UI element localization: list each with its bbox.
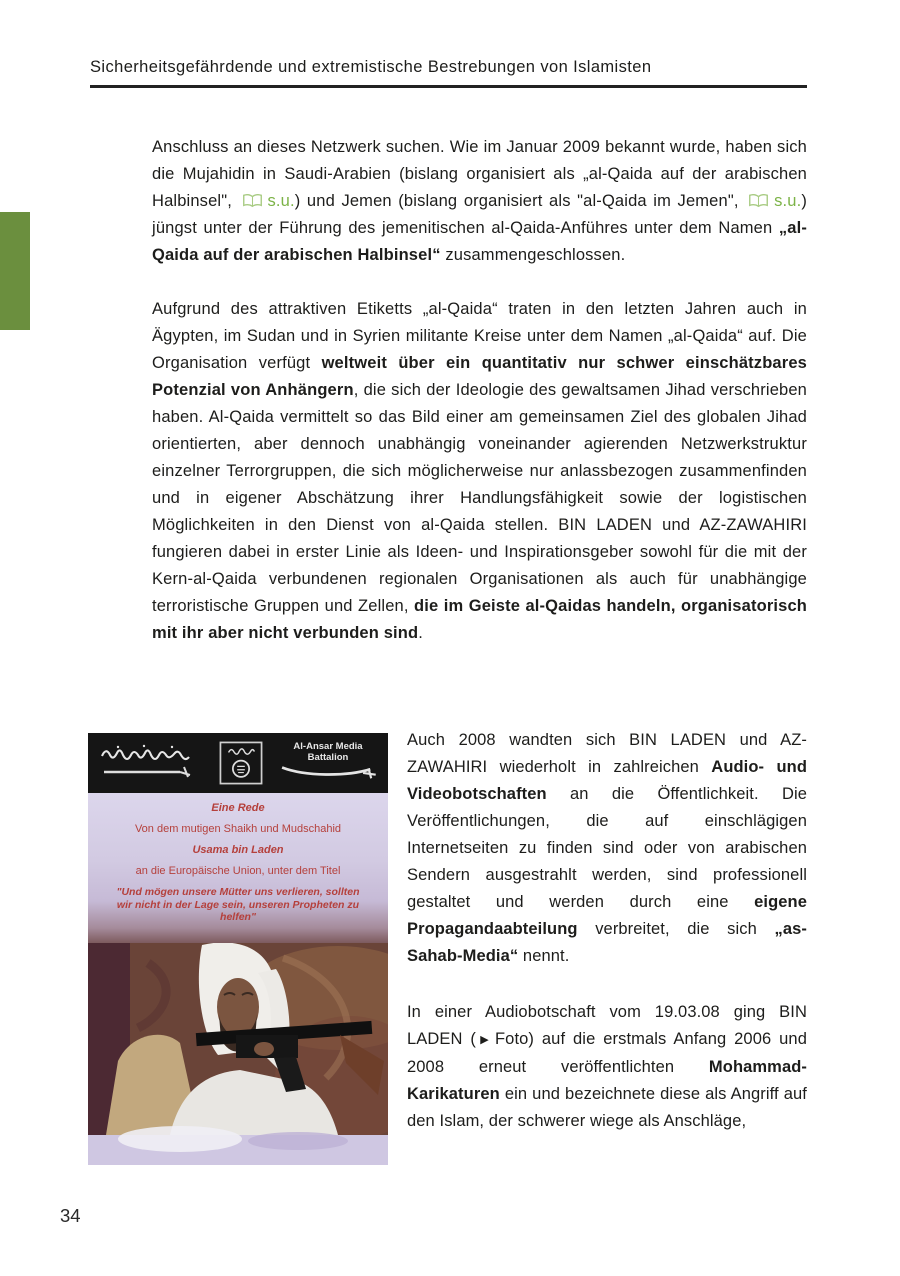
bold-text-run: weltweit über ein quantitativ nur schwer einschätzbares Potenzial von Anhängern bbox=[152, 354, 807, 399]
poster-line: Usama bin Laden bbox=[192, 844, 284, 856]
poster-line: an die Europäische Union, unter dem Titel bbox=[135, 865, 341, 877]
bold-text-run: die im Geiste al-Qaidas handeln, organisatorisch mit ihr aber nicht verbunden sind bbox=[152, 597, 808, 642]
text-run: Anschluss an dieses Netzwerk suchen. Wie im Januar 2009 bekannt wurde, haben sich die Mujahidin in Saudi-Arabien (bislang organisiert als „al-Qaida auf der arabischen Halbinsel", bbox=[152, 138, 807, 210]
header-rule bbox=[90, 85, 807, 88]
text-run: verbreitet, die sich bbox=[577, 920, 775, 938]
text-run: , die sich der Ideologie des gewaltsamen Jihad verschrieben haben. Al-Qaida vermittelt so das Bild einer am gemeinsamen Ziel des globalen Jihad orientierten, aber dennoch unabhängig voneinander agierenden Netzwerkstruktur einzelner Terrorgruppen, die sich möglicherweise nur anlassbezogen zusammenfinden und in eigener Abschätzung ihrer Handlungsfähigkeit sowie der logistischen Möglichkeiten in den Dienst von al-Qaida stellen. BIN LADEN und AZ-ZAWAHIRI fungieren dabei in erster Linie als Ideen- und Inspirationsgeber sowohl für die mit der Kern-al-Qaida verbundenen regionalen Organisationen als auch für unabhängige terroristische Gruppen und Zellen, bbox=[152, 381, 807, 615]
bold-text-run: Audio- und Videobotschaften bbox=[407, 758, 807, 803]
poster-line: Eine Rede bbox=[211, 802, 265, 814]
bold-text-run: „al-Qaida auf der arabischen Halbinsel“ bbox=[152, 219, 807, 264]
text-run: In einer Audiobotschaft vom 19.03.08 ging BIN LADEN ( bbox=[407, 1003, 807, 1048]
bin-laden-photo-art bbox=[88, 943, 388, 1165]
photo-banner bbox=[88, 733, 388, 793]
sword-icon bbox=[276, 763, 380, 781]
poster-line: Von dem mutigen Shaikh und Mudschahid bbox=[134, 823, 342, 835]
bold-text-run: „as-Sahab-Media“ bbox=[407, 920, 807, 965]
paragraph-3 bbox=[407, 727, 807, 970]
banner-text-line1: Al-Ansar Media bbox=[293, 740, 363, 752]
text-run: Auch 2008 wandten sich BIN LADEN und AZ-ZAWAHIRI wiederholt in zahlreichen bbox=[407, 731, 807, 776]
chapter-marker bbox=[0, 212, 30, 330]
seal-emblem bbox=[219, 740, 263, 786]
foto-arrow-icon: ▶ bbox=[477, 1033, 492, 1046]
photo-side-text-column bbox=[407, 727, 807, 1164]
book-icon[interactable] bbox=[748, 194, 769, 208]
text-run: nennt. bbox=[518, 947, 570, 965]
paragraph-2 bbox=[152, 296, 807, 647]
page-header-title: Sicherheitsgefährdende und extremistische Bestrebungen von Islamisten bbox=[90, 58, 652, 76]
bold-text-run: Mohammad-Karikaturen bbox=[407, 1057, 807, 1103]
text-run: zusammengeschlossen. bbox=[440, 246, 626, 264]
body-text bbox=[152, 134, 807, 674]
poster-quote: "Und mögen unsere Mütter uns verlieren, sollten wir nicht in der Lage sein, unseren Propheten zu helfen" bbox=[116, 886, 360, 923]
shahada-calligraphy-emblem bbox=[96, 742, 206, 784]
book-icon[interactable] bbox=[242, 194, 263, 208]
media-section bbox=[88, 727, 807, 1207]
text-run: Foto) auf die erstmals Anfang 2006 und 2008 erneut veröffentlichten bbox=[407, 1030, 807, 1076]
text-run: ein und bezeichnete diese als Angriff auf den Islam, der schwerer wiege als Anschläge, bbox=[407, 1084, 807, 1130]
text-run: Aufgrund des attraktiven Etiketts „al-Qaida“ traten in den letzten Jahren auch in Ägypten, im Sudan und in Syrien militante Kreise unter dem Namen „al-Qaida“ auf. Die Organisation verfügt bbox=[152, 300, 807, 372]
poster-text-block bbox=[88, 793, 388, 943]
text-run: ) und Jemen (bislang organisiert als "al-Qaida im Jemen", bbox=[294, 192, 746, 210]
reference-link[interactable]: s.u. bbox=[774, 192, 802, 210]
banner-text-line2: Battalion bbox=[307, 751, 349, 763]
page-number: 34 bbox=[60, 1205, 81, 1226]
al-ansar-media-battalion-logo bbox=[276, 741, 380, 786]
reference-link[interactable]: s.u. bbox=[267, 192, 295, 210]
propaganda-photo bbox=[88, 733, 388, 1165]
paragraph-4 bbox=[407, 999, 807, 1135]
text-run: ) jüngst unter der Führung des jemenitischen al-Qaida-Anführes unter dem Namen bbox=[152, 192, 807, 237]
bold-text-run: eigene Propagandaabteilung bbox=[407, 893, 807, 938]
paragraph-1 bbox=[152, 134, 807, 269]
text-run: an die Öffentlichkeit. Die Veröffentlichungen, die auf einschlägigen Internetseiten zu finden sind oder von arabischen Sendern ausgestrahlt werden, sind professionell gestaltet und werden durch eine bbox=[407, 785, 807, 911]
page-header bbox=[90, 58, 807, 88]
text-run: . bbox=[418, 624, 423, 642]
